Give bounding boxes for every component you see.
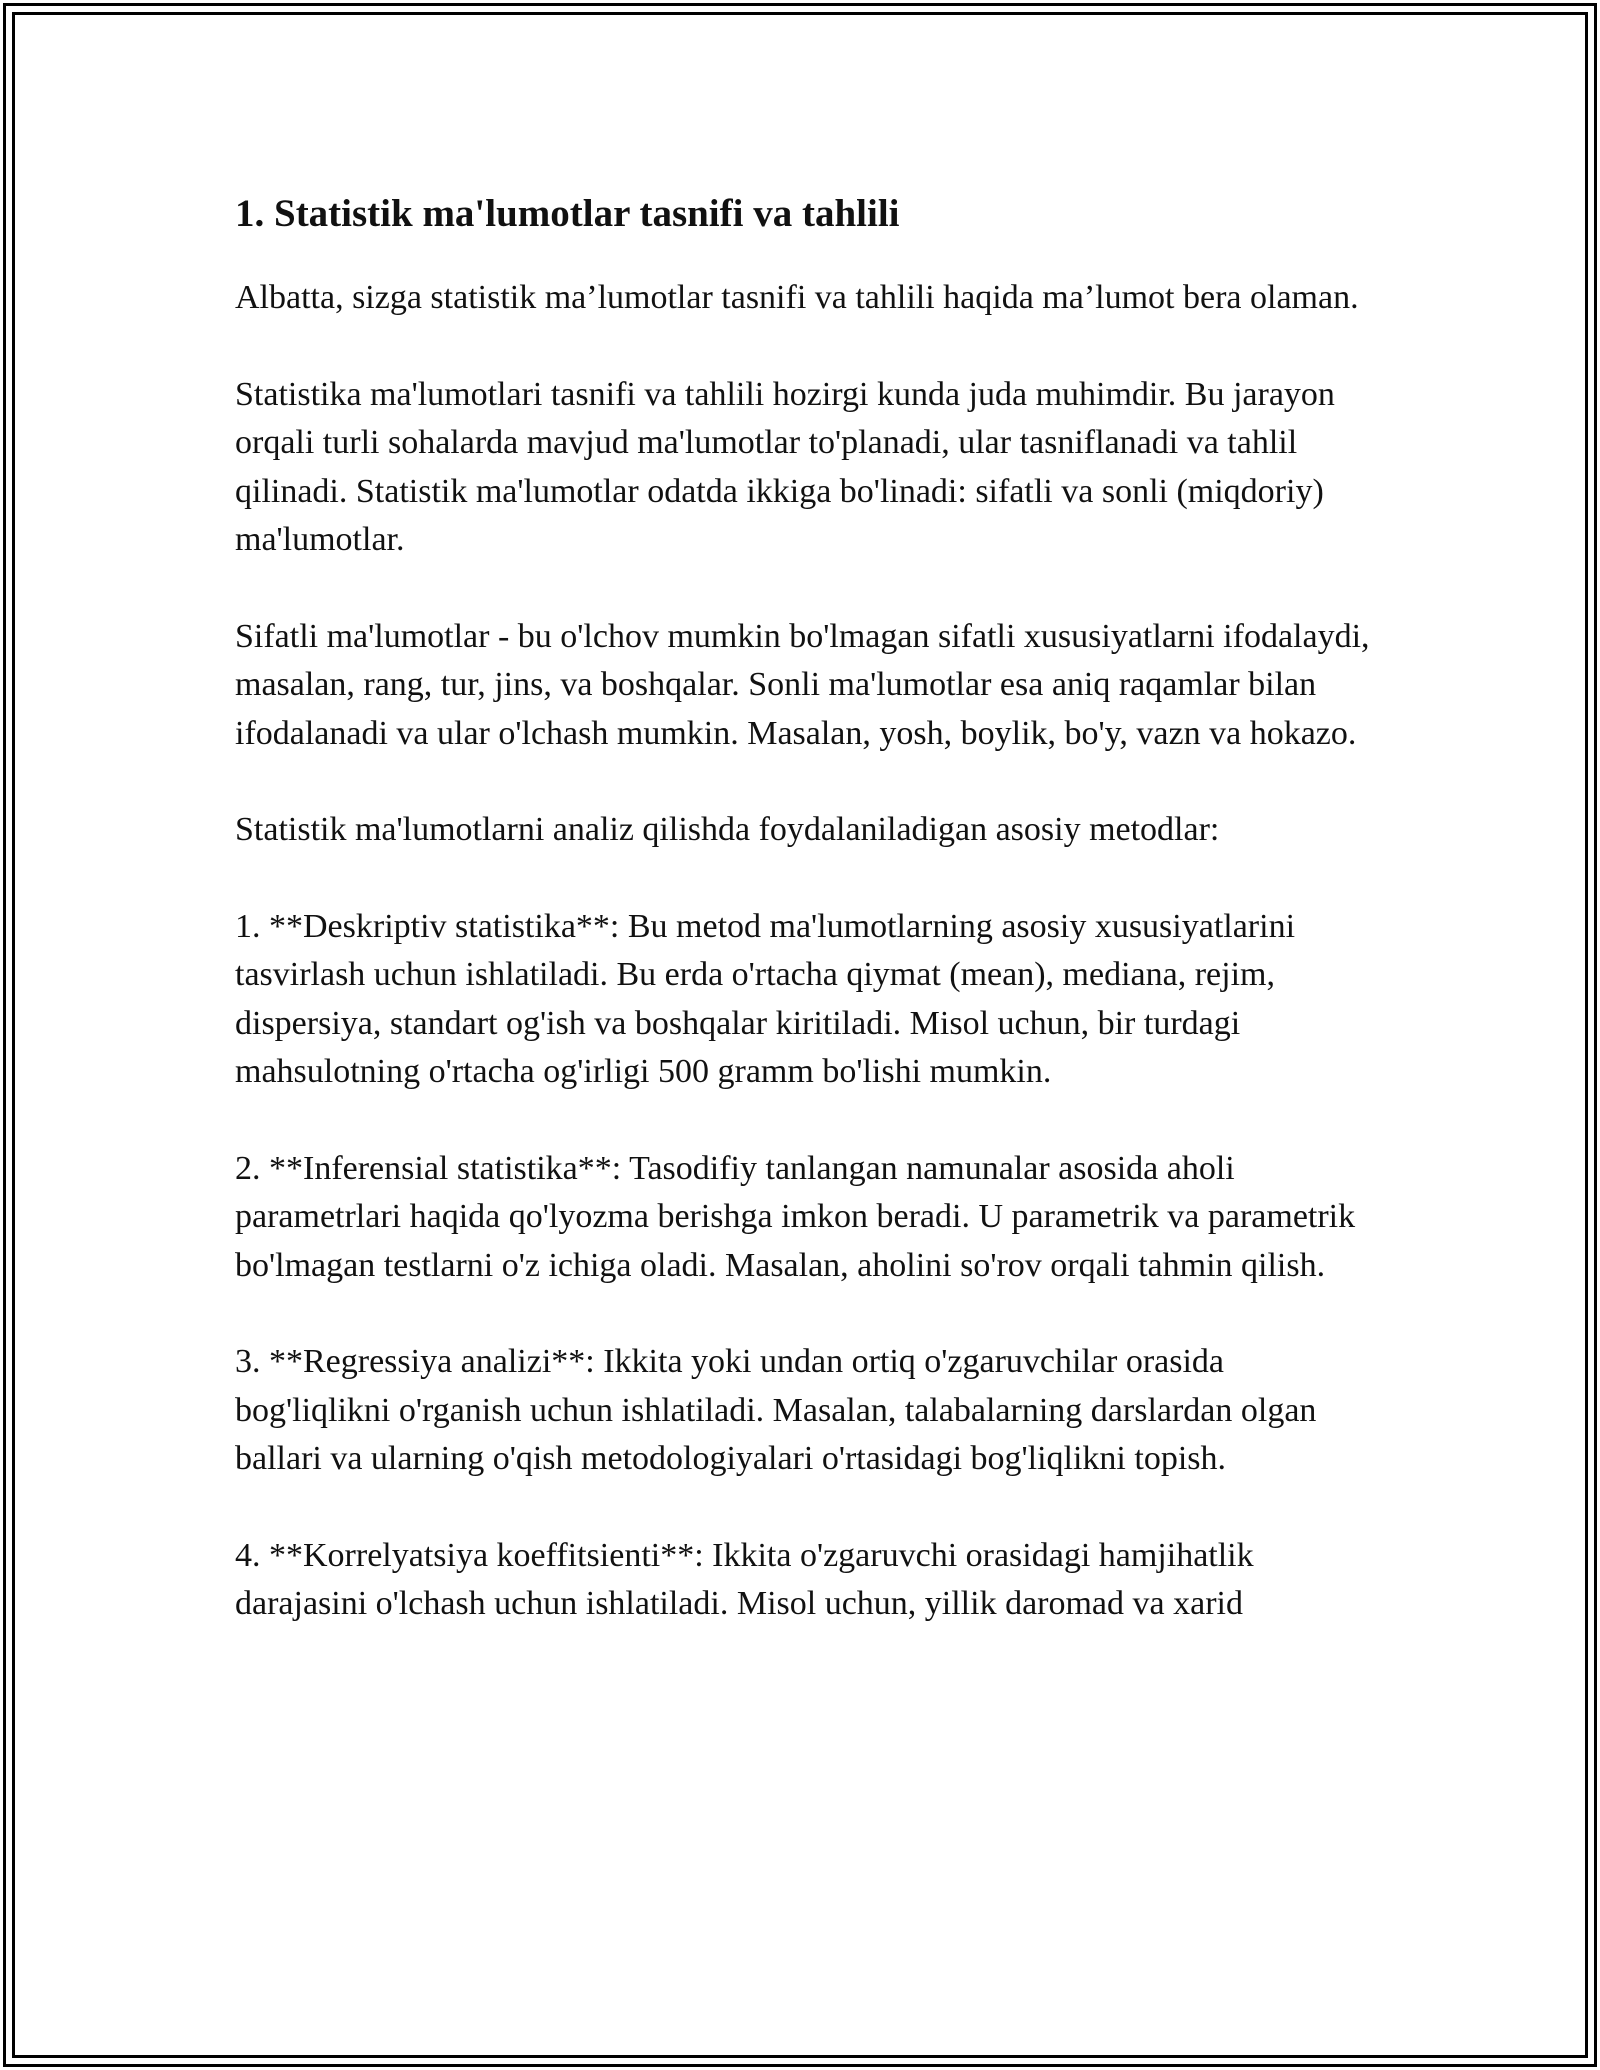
paragraph-overview: Statistika ma'lumotlari tasnifi va tahlili hozirgi kunda juda muhimdir. Bu jarayon orqali turli sohalarda mavjud ma'lumotlar to'planadi, ular tasniflanadi va tahlil qilinadi. Statistik ma'lumotlar odatda ikkiga bo'linadi: sifatli va sonli (miqdoriy) ma'lumotlar. xyxy=(235,375,1335,558)
paragraph-method-regression: 3. **Regressiya analizi**: Ikkita yoki undan ortiq o'zgaruvchilar orasida bog'liqlikni o'rganish uchun ishlatiladi. Masalan, talabalarning darslardan olgan ballari va ularning o'qish metodologiyalari o'rtasidagi bog'liqlikni topish. xyxy=(235,1343,1317,1477)
paragraph-method-inferential: 2. **Inferensial statistika**: Tasodifiy tanlangan namunalar asosida aholi parametrlari haqida qo'lyozma berishga imkon beradi. U parametrik va parametrik bo'lmagan testlarni o'z ichiga oladi. Masalan, aholini so'rov orqali tahmin qilish. xyxy=(235,1149,1356,1284)
paragraph-methods-intro: Statistik ma'lumotlarni analiz qilishda foydalaniladigan asosiy metodlar: xyxy=(235,811,1220,848)
paragraph-intro: Albatta, sizga statistik ma’lumotlar tasnifi va tahlili haqida ma’lumot bera olaman. xyxy=(235,279,1359,316)
document-body xyxy=(235,180,1375,1629)
paragraph-method-correlation: 4. **Korrelyatsiya koeffitsienti**: Ikkita o'zgaruvchi orasidagi hamjihatlik darajasini o'lchash uchun ishlatiladi. Misol uchun, yillik daromad va xarid xyxy=(235,1536,1254,1622)
paragraph-method-descriptive: 1. **Deskriptiv statistika**: Bu metod ma'lumotlarning asosiy xususiyatlarini tasvirlash uchun ishlatiladi. Bu erda o'rtacha qiymat (mean), mediana, rejim, dispersiya, standart og'ish va boshqalar kiritiladi. Misol uchun, bir turdagi mahsulotning o'rtacha og'irligi 500 gramm bo'lishi mumkin. xyxy=(235,907,1296,1090)
paragraph-data-types: Sifatli ma'lumotlar - bu o'lchov mumkin bo'lmagan sifatli xususiyatlarni ifodalaydi, masalan, rang, tur, jins, va boshqalar. Sonli ma'lumotlar esa aniq raqamlar bilan ifodalanadi va ular o'lchash mumkin. Masalan, yosh, boylik, bo'y, vazn va hokazo. xyxy=(235,617,1370,752)
document-title: 1. Statistik ma'lumotlar tasnifi va tahlili xyxy=(235,192,900,235)
